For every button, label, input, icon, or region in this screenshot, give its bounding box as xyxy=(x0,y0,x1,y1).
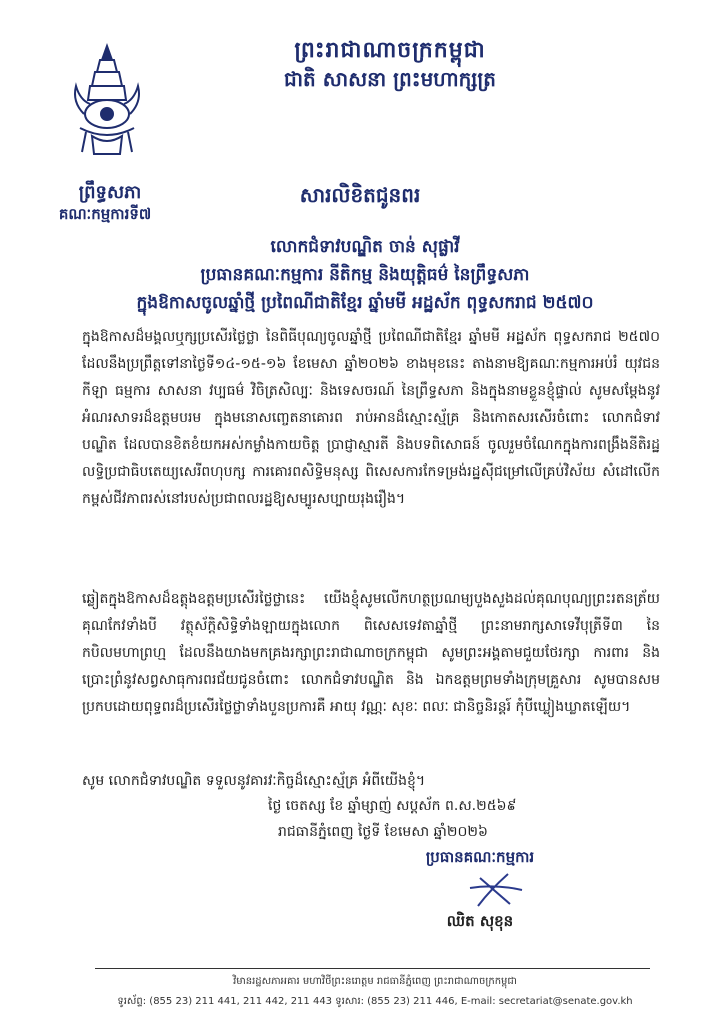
commission-name: គណៈកម្មការទី៧ xyxy=(58,205,152,223)
footer-contact: ទូរស័ព្ទ: (855 23) 211 441, 211 442, 211 443 ទូរសារ: (855 23) 211 446, E-mail: secretariat@senate.gov.kh xyxy=(117,996,633,1007)
solar-date: រាជធានីភ្នំពេញ ថ្ងៃទី ខែមេសា ឆ្នាំ២០២៦ xyxy=(278,824,488,840)
royal-emblem-icon xyxy=(62,42,152,162)
signer-name: ឈិត សុខុន xyxy=(446,912,514,930)
addressee-title: ប្រធានគណៈកម្មការ នីតិកម្ម និងយុត្តិធម៌ នៃព្រឹទ្ធសភា xyxy=(200,265,530,285)
lunar-date: ថ្ងៃ ចេតស្ស ខែ ឆ្នាំម្សាញ់ សប្តស័ក ព.ស.២៥៦៩ xyxy=(268,798,517,814)
body-paragraph-closing: សូម លោកជំទាវបណ្ឌិត ទទួលនូវគារវៈកិច្ចដ៏ស្មោះស្ម័គ្រ អំពីយើងខ្ញុំ។ xyxy=(82,773,426,789)
footer-address: វិមានរដ្ឋសភាអគារ មហាវិថីព្រះនរោត្តម រាជធានីភ្នំពេញ ព្រះរាជាណាចក្រកម្ពុជា xyxy=(233,976,517,987)
occasion-heading: ក្នុងឱកាសចូលឆ្នាំថ្មី ប្រពៃណីជាតិខ្មែរ ឆ្នាំមមី អដ្ឋស័ក ពុទ្ធសករាជ ២៥៧០ xyxy=(136,293,594,313)
signature-icon xyxy=(460,866,530,911)
kingdom-title: ព្រះរាជាណាចក្រកម្ពុជា xyxy=(294,38,486,63)
addressee-name: លោកជំទាវបណ្ឌិត ចាន់ សុផ្លាវី xyxy=(270,237,460,257)
institution-name: ព្រឹទ្ធសភា xyxy=(78,182,142,203)
document-type: សារលិខិតជូនពរ xyxy=(299,183,421,207)
footer-divider xyxy=(95,968,650,969)
signer-title: ប្រធានគណៈកម្មការ xyxy=(425,848,535,866)
national-motto: ជាតិ សាសនា ព្រះមហាក្សត្រ xyxy=(284,67,496,91)
body-paragraph-1: ក្នុងឱកាសដ៏មង្គលឬក្សប្រសើរថ្លៃថ្លា នៃពិធីបុណ្យចូលឆ្នាំថ្មី ប្រពៃណីជាតិខ្មែរ ឆ្នាំមមី អដ្ឋស័ក ពុទ្ធសករាជ ២៥៧០ ដែលនឹងប្រព្រឹត្តទៅនាថ្ងៃទី១៤-១៥-១៦ ខែមេសា ឆ្នាំ២០២៦ ខាងមុខនេះ តាងនាមឱ្យគណៈកម្មការអប់រំ យុវជន កីឡា ធម្មការ សាសនា វប្បធម៌ វិចិត្រសិល្បៈ និងទេសចរណ៍ នៃព្រឹទ្ធសភា និងក្នុងនាមខ្លួនខ្ញុំផ្ទាល់ សូមសម្ដែងនូវអំណរសាទរដ៏ឧត្តមបរម ក្នុងមនោសញ្ចេតនាគោរព រាប់អានដ៏ស្មោះស្ម័គ្រ និងកោតសរសើរចំពោះ លោកជំទាវបណ្ឌិត ដែលបានខិតខំយកអស់កម្លាំងកាយចិត្ត ប្រាជ្ញាស្មារតី និងបទពិសោធន៍ ចូលរួមចំណែកក្នុងការពង្រឹងនីតិរដ្ឋ លទ្ធិប្រជាធិបតេយ្យសេរីពហុបក្ស ការគោរពសិទ្ធិមនុស្ស ពិសេសការកែទម្រង់រដ្ឋស៊ីជម្រៅលើគ្រប់វិស័យ សំដៅលើកកម្ពស់ជីវភាពរស់នៅរបស់ប្រជាពលរដ្ឋឱ្យសម្បូរសប្បាយរុងរឿង។ xyxy=(82,329,660,507)
body-paragraph-2: ឆ្លៀតក្នុងឱកាសដ៏ឧត្តុងឧត្តមប្រសើរថ្លៃថ្លានេះ យើងខ្ញុំសូមលើកហត្ថប្រណម្យបួងសួងដល់គុណបុណ្យព្រះរតនត្រ័យគុណកែវទាំងបី វត្ថុស័ក្ដិសិទ្ធិទាំងឡាយក្នុងលោក ពិសេសទេវតាឆ្នាំថ្មី ព្រះនាមរាក្សសាទេវីបុត្រីទី៣ នៃកបិលមហាព្រហ្ម ដែលនឹងយាងមកគ្រងរក្សាព្រះរាជាណាចក្រកម្ពុជា សូមព្រះអង្គតាមជួយថែរក្សា ការពារ និងប្រោះព្រំនូវសព្វសាធុការពរជ័យជូនចំពោះ លោកជំទាវបណ្ឌិត និង ឯកឧត្តមព្រមទាំងក្រុមគ្រួសារ សូមបានសមប្រកបដោយពុទ្ធពរដ៏ប្រសើរថ្លៃថ្លាទាំងបួនប្រការគឺ អាយុ វណ្ណៈ សុខៈ ពលៈ ជានិច្ចនិរន្តរ៍ កុំបីឃ្លៀងឃ្លាតឡើយ។ xyxy=(82,591,660,715)
